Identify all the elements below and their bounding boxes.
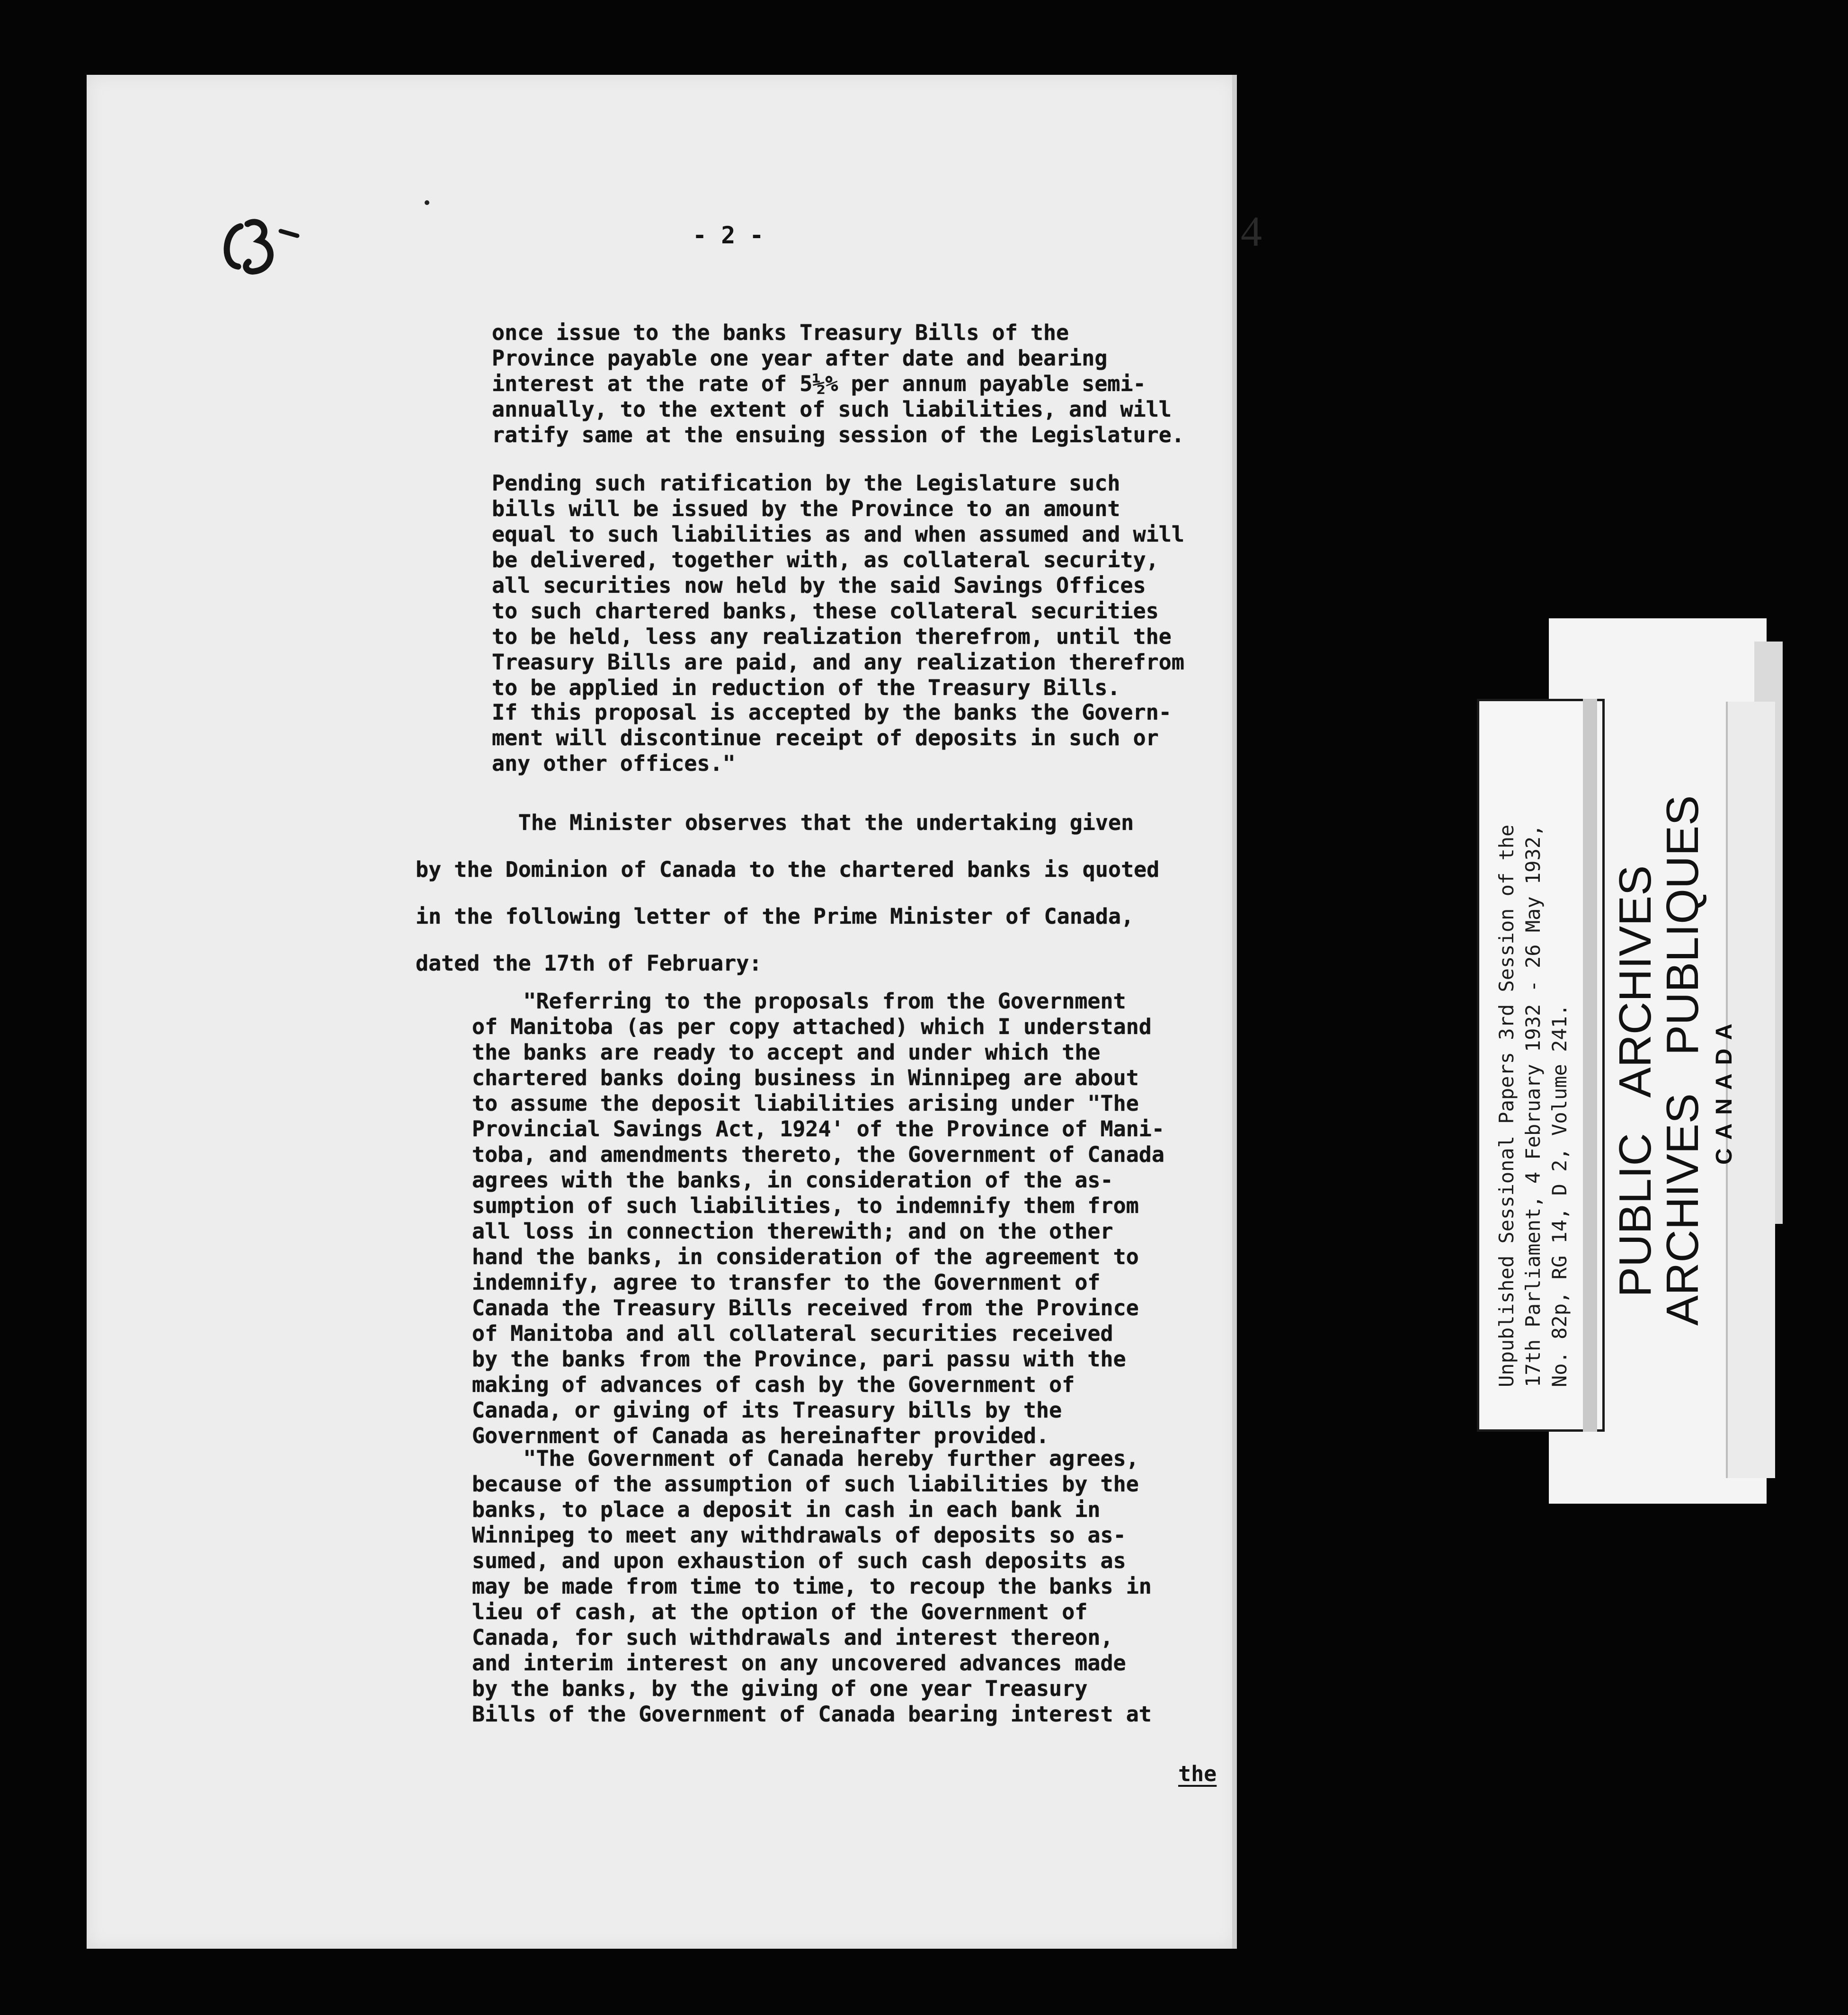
paragraph-treasury-bills: once issue to the banks Treasury Bills of the Province payable one year after date and bearing interest at the rate of 5½% per annum payable semi- annually, to the extent of such liabilities, and will ratify same at the ensuing session of the Legislature.: [492, 320, 1184, 447]
folio-number: 4: [1241, 208, 1262, 255]
archives-stamp-french: ARCHIVES PUBLIQUES: [1657, 795, 1708, 1326]
paragraph-minister-observes: The Minister observes that the undertaking given by the Dominion of Canada to the chartered banks is quoted in the following letter of the Prime Minister of Canada, dated the 17th of February:: [416, 810, 1160, 976]
page-number: - 2 -: [693, 222, 764, 249]
continuation-word: the: [1178, 1761, 1217, 1786]
paragraph-letter-quote-1: "Referring to the proposals from the Government of Manitoba (as per copy attached) which I understand the banks are ready to accept and under which the chartered banks doing business in Winnipeg are about to assume the deposit liabilities arising under "The Provincial Savings Act, 1924' of the Province of Mani- toba, and amendments thereto, the Government of Canada agrees with the banks, in consideration of the as- sumption of such liabilities, to indemnify them from all loss in connection therewith; and on the other hand the banks, in consideration of the agreement to indemnify, agree to transfer to the Government of Canada the Treasury Bills received from the Province of Manitoba and all collateral securities received by the banks from the Province, pari passu with the making of advances of cash by the Government of Canada, or giving of its Treasury bills by the Government of Canada as hereinafter provided.: [472, 989, 1164, 1448]
paragraph-proposal-accepted: If this proposal is accepted by the banks the Govern- ment will discontinue receipt of deposits in such or any other offices.": [492, 700, 1172, 776]
paragraph-letter-quote-2: "The Government of Canada hereby further agrees, because of the assumption of such liabilities by the banks, to place a deposit in cash in each bank in Winnipeg to meet any withdrawals of deposits so as- sumed, and upon exhaustion of such cash deposits as may be made from time to time, to recoup the banks in lieu of cash, at the option of the Government of Canada, for such withdrawals and interest thereon, and interim interest on any uncovered advances made by the banks, by the giving of one year Treasury Bills of the Government of Canada bearing interest at: [472, 1446, 1152, 1727]
paragraph-pending-ratification: Pending such ratification by the Legislature such bills will be issued by the Province to an amount equal to such liabilities as and when assumed and will be delivered, together with, as collateral security, all securities now held by the said Savings Offices to such chartered banks, these collateral securities to be held, less any realization therefrom, until the Treasury Bills are paid, and any realization therefrom to be applied in reduction of the Treasury Bills.: [492, 471, 1184, 700]
catalog-slip-shadow: [1583, 699, 1597, 1432]
archives-stamp-english: PUBLIC ARCHIVES: [1610, 865, 1661, 1297]
stray-ink-dot: [425, 200, 429, 205]
archives-stamp-country: CANADA: [1712, 1015, 1737, 1165]
document-page: [87, 75, 1262, 1949]
handwritten-mark: [214, 212, 304, 283]
catalog-note: Unpublished Sessional Papers 3rd Session of the 17th Parliament, 4 February 1932 - 26 May 1932, No. 82p, RG 14, D 2, Volume 241.: [1495, 824, 1571, 1387]
